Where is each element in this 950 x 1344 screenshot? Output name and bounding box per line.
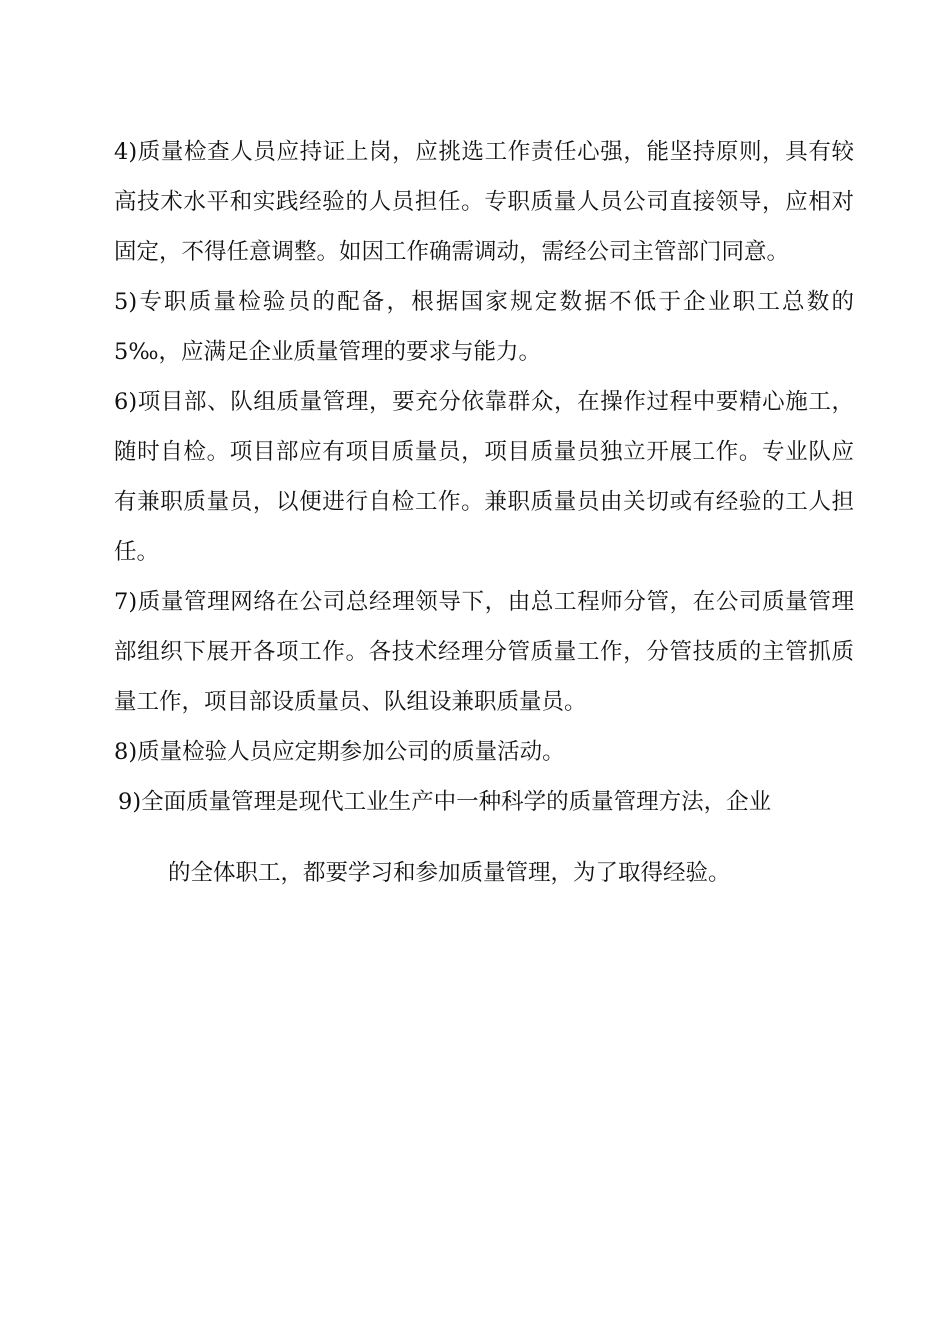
paragraph-7: 7)质量管理网络在公司总经理领导下，由总工程师分管，在公司质量管理部组织下展开各项工作。各技术经理分管质量工作，分管技质的主管抓质量工作，项目部设质量员、队组设兼职质量员。 xyxy=(114,589,854,715)
document-body xyxy=(114,127,854,893)
paragraph-5: 5)专职质量检验员的配备，根据国家规定数据不低于企业职工总数的 5‰，应满足企业质量管理的要求与能力。 xyxy=(114,289,854,365)
paragraph-9-line-2: 的全体职工，都要学习和参加质量管理，为了取得经验。 xyxy=(168,860,731,886)
paragraph-9-line-1: 9)全面质量管理是现代工业生产中一种科学的质量管理方法，企业 xyxy=(118,789,772,815)
paragraph-4: 4)质量检查人员应持证上岗，应挑选工作责任心强，能坚持原则，具有较高技术水平和实践经验的人员担任。专职质量人员公司直接领导，应相对固定，不得任意调整。如因工作确需调动，需经公司主管部门同意。 xyxy=(114,139,854,265)
paragraph-8: 8)质量检验人员应定期参加公司的质量活动。 xyxy=(114,739,565,765)
paragraph-6: 6)项目部、队组质量管理，要充分依靠群众，在操作过程中要精心施工，随时自检。项目部应有项目质量员，项目质量员独立开展工作。专业队应有兼职质量员，以便进行自检工作。兼职质量员由关切或有经验的工人担任。 xyxy=(114,389,854,565)
